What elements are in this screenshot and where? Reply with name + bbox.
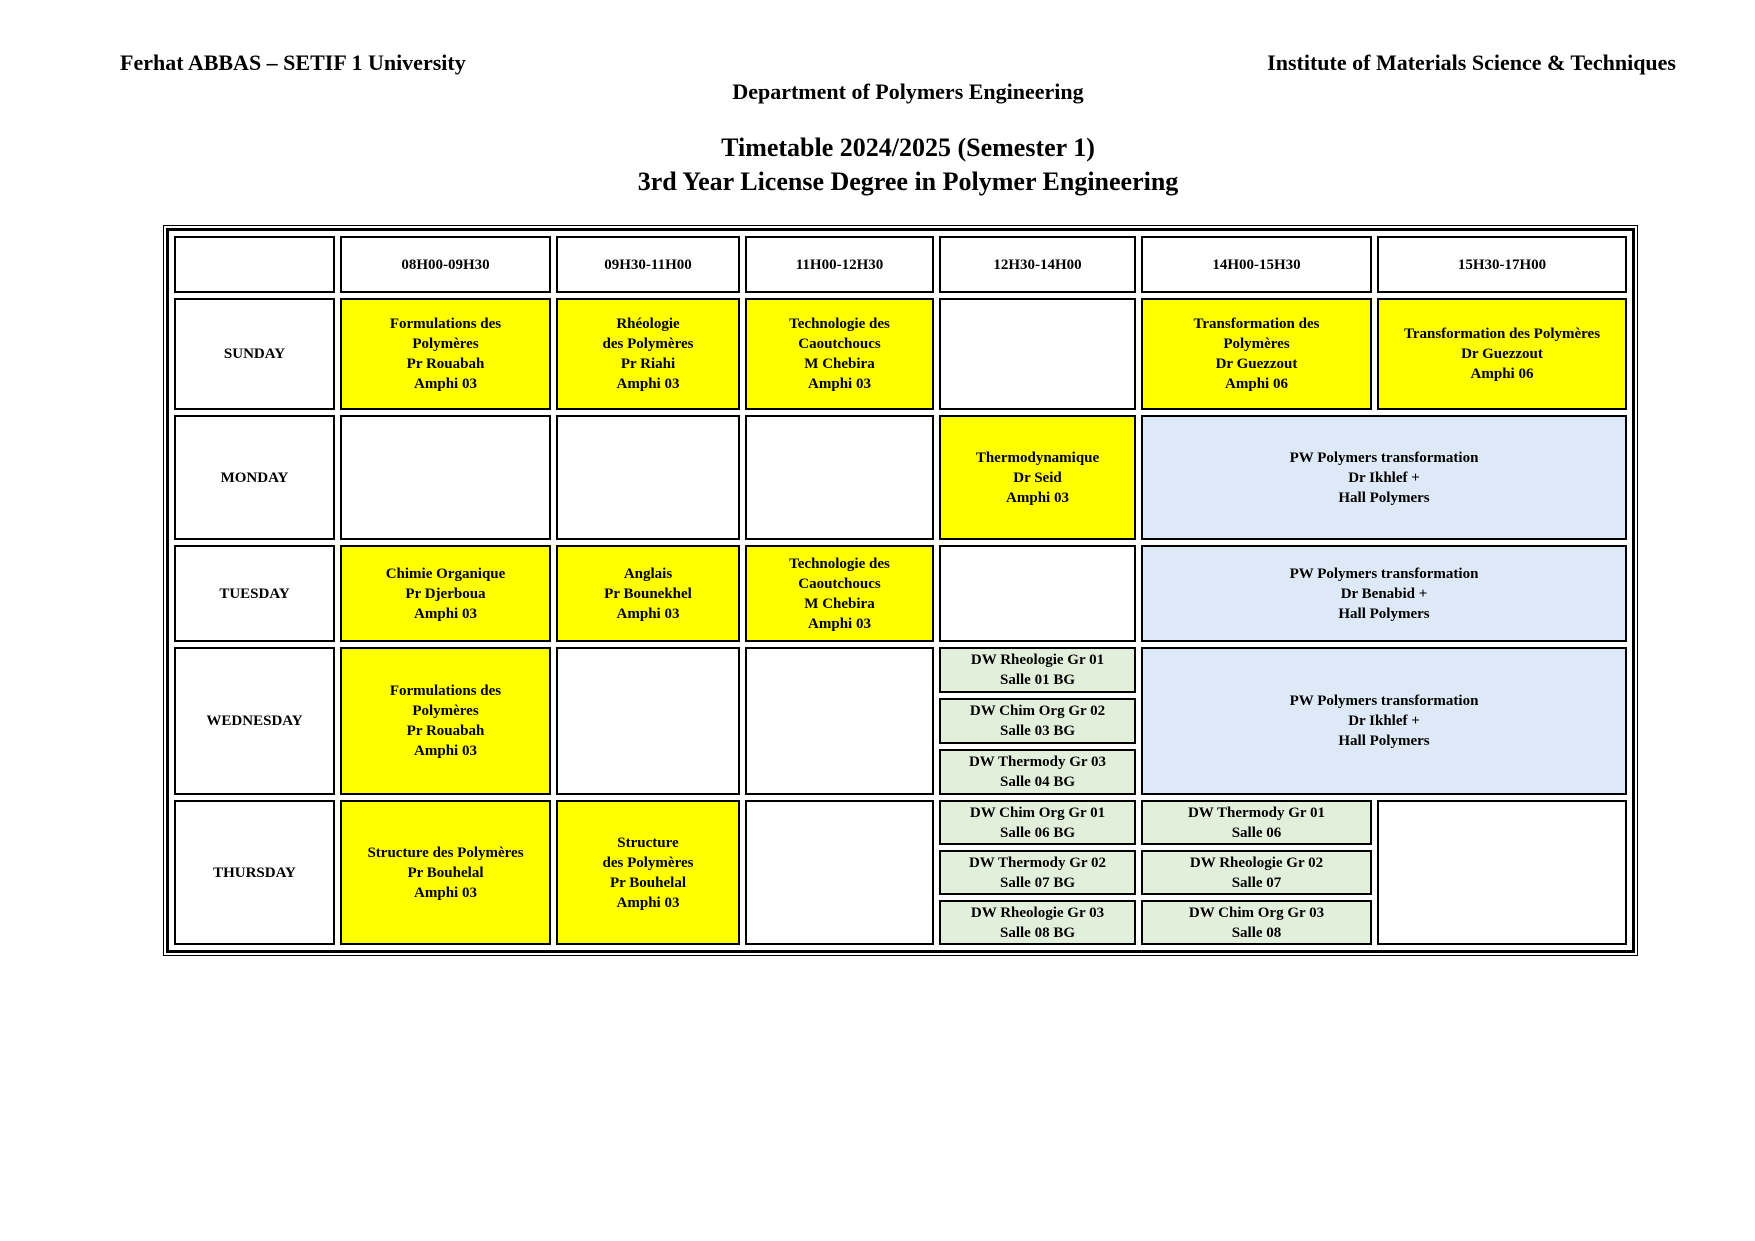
- directed-work-cell: [1141, 850, 1372, 895]
- session-line: Hall Polymers: [1338, 489, 1430, 506]
- slot-header-5: 14H00-15H30: [1141, 236, 1372, 293]
- session-line: Amphi 03: [414, 884, 477, 901]
- session-line: Dr Ikhlef +: [1348, 713, 1420, 729]
- session-line: Salle 07 BG: [999, 874, 1075, 891]
- session-line: DW Rheologie Gr 02: [1189, 854, 1324, 871]
- slot-header-6: 15H30-17H00: [1377, 236, 1627, 293]
- empty-cell: [556, 415, 740, 540]
- session-cell: [340, 298, 551, 410]
- session-line: Amphi 03: [616, 376, 680, 392]
- session-line: Pr Rouabah: [406, 356, 485, 372]
- session-line: Chimie Organique: [385, 565, 506, 582]
- session-cell: [556, 800, 740, 945]
- day-monday: MONDAY: [174, 415, 335, 540]
- session-line: DW Thermody Gr 01: [1187, 804, 1326, 821]
- session-line: Amphi 03: [414, 605, 477, 622]
- row-wednesday: [174, 647, 1627, 693]
- session-cell: [1141, 298, 1372, 410]
- session-line: Salle 06: [1231, 824, 1282, 841]
- directed-work-cell: [1141, 800, 1372, 845]
- empty-cell: [745, 647, 934, 795]
- slot-header-4: 12H30-14H00: [939, 236, 1136, 293]
- practical-session-cell: [1141, 545, 1627, 642]
- session-line: Caoutchoucs: [798, 336, 881, 352]
- session-line: Formulations des: [389, 683, 502, 699]
- directed-work-cell: [939, 749, 1136, 795]
- empty-cell: [1377, 800, 1627, 945]
- row-monday: [174, 415, 1627, 540]
- day-wednesday: WEDNESDAY: [174, 647, 335, 795]
- slot-header-1: 08H00-09H30: [340, 236, 551, 293]
- institute-name: Institute of Materials Science & Techniques: [1267, 50, 1676, 75]
- session-line: Amphi 03: [808, 376, 871, 392]
- session-line: PW Polymers transformation: [1289, 565, 1479, 582]
- directed-work-cell: [1141, 900, 1372, 945]
- session-line: Formulations des: [389, 316, 502, 332]
- session-line: Dr Seid: [1013, 469, 1062, 486]
- session-line: Structure: [617, 834, 679, 851]
- session-line: Amphi 03: [616, 894, 680, 911]
- session-line: Pr Bounekhel: [604, 585, 692, 602]
- empty-cell: [939, 545, 1136, 642]
- session-line: Pr Bouhelal: [610, 874, 686, 891]
- row-sunday: [174, 298, 1627, 410]
- session-line: DW Rheologie Gr 01: [970, 652, 1105, 668]
- session-line: Pr Rouabah: [406, 723, 485, 739]
- session-line: Thermodynamique: [975, 449, 1100, 466]
- directed-work-cell: [939, 698, 1136, 744]
- session-line: M Chebira: [804, 595, 875, 612]
- empty-cell: [556, 647, 740, 795]
- session-cell: [340, 545, 551, 642]
- session-line: DW Thermody Gr 03: [968, 754, 1107, 770]
- session-line: des Polymères: [602, 336, 694, 352]
- session-cell: [340, 800, 551, 945]
- session-line: PW Polymers transformation: [1289, 449, 1479, 466]
- session-line: Polymères: [1223, 336, 1290, 352]
- directed-work-cell: [939, 647, 1136, 693]
- session-line: Amphi 06: [1470, 366, 1534, 382]
- slot-header-3: 11H00-12H30: [745, 236, 934, 293]
- session-line: Dr Guezzout: [1461, 346, 1543, 362]
- session-line: Hall Polymers: [1338, 605, 1430, 622]
- directed-work-cell: [939, 900, 1136, 945]
- session-line: Salle 08: [1231, 924, 1282, 941]
- session-line: Amphi 03: [414, 743, 477, 759]
- session-cell: [340, 647, 551, 795]
- empty-cell: [745, 415, 934, 540]
- empty-cell: [340, 415, 551, 540]
- session-cell: [939, 415, 1136, 540]
- empty-cell: [939, 298, 1136, 410]
- department-name: Department of Polymers Engineering: [732, 79, 1084, 104]
- session-cell: [556, 545, 740, 642]
- session-line: Anglais: [623, 565, 673, 582]
- session-cell: [745, 298, 934, 410]
- practical-session-cell: [1141, 647, 1627, 795]
- session-line: Hall Polymers: [1338, 733, 1430, 749]
- session-line: Amphi 03: [808, 615, 871, 632]
- session-line: DW Chim Org Gr 01: [969, 804, 1106, 821]
- day-thursday: THURSDAY: [174, 800, 335, 945]
- session-line: Structure des Polymères: [367, 844, 524, 861]
- session-line: des Polymères: [602, 854, 694, 871]
- header-row: [174, 236, 1627, 293]
- day-tuesday: TUESDAY: [174, 545, 335, 642]
- session-line: Pr Bouhelal: [407, 864, 484, 881]
- session-cell: [556, 298, 740, 410]
- session-line: Dr Benabid +: [1340, 585, 1428, 602]
- timetable-grid: [166, 228, 1635, 953]
- session-line: Salle 01 BG: [999, 672, 1075, 688]
- session-line: PW Polymers transformation: [1289, 693, 1479, 709]
- session-line: DW Chim Org Gr 02: [969, 703, 1106, 719]
- session-line: Rhéologie: [616, 316, 680, 332]
- directed-work-cell: [939, 800, 1136, 845]
- session-line: DW Rheologie Gr 03: [970, 904, 1105, 921]
- session-cell: [745, 545, 934, 642]
- practical-session-cell: [1141, 415, 1627, 540]
- session-line: Salle 03 BG: [999, 723, 1075, 739]
- timetable-title: Timetable 2024/2025 (Semester 1): [721, 133, 1095, 162]
- session-line: Salle 08 BG: [999, 924, 1075, 941]
- row-tuesday: [174, 545, 1627, 642]
- session-line: DW Chim Org Gr 03: [1188, 904, 1325, 921]
- session-line: Polymères: [412, 336, 479, 352]
- session-line: Caoutchoucs: [798, 575, 881, 592]
- empty-cell: [745, 800, 934, 945]
- session-line: Pr Djerboua: [405, 585, 486, 602]
- corner-cell: [174, 236, 335, 293]
- session-line: Amphi 06: [1225, 376, 1288, 392]
- session-cell: [1377, 298, 1627, 410]
- session-line: Amphi 03: [414, 376, 477, 392]
- session-line: Amphi 03: [1006, 489, 1069, 506]
- session-line: Dr Ikhlef +: [1348, 469, 1420, 486]
- session-line: Polymères: [412, 703, 479, 719]
- session-line: Dr Guezzout: [1215, 356, 1298, 372]
- session-line: DW Thermody Gr 02: [968, 854, 1107, 871]
- session-line: Technologie des: [789, 316, 890, 332]
- row-thursday: [174, 800, 1627, 845]
- session-line: Salle 04 BG: [999, 774, 1075, 790]
- university-name: Ferhat ABBAS – SETIF 1 University: [120, 50, 466, 75]
- session-line: Pr Riahi: [620, 356, 676, 372]
- timetable-subtitle: 3rd Year License Degree in Polymer Engineering: [637, 167, 1179, 196]
- day-sunday: SUNDAY: [174, 298, 335, 410]
- session-line: Amphi 03: [616, 605, 680, 622]
- session-line: Transformation des: [1193, 316, 1320, 332]
- slot-header-2: 09H30-11H00: [556, 236, 740, 293]
- session-line: Salle 06 BG: [999, 824, 1075, 841]
- session-line: M Chebira: [804, 356, 875, 372]
- session-line: Technologie des: [789, 555, 890, 572]
- session-line: Salle 07: [1231, 874, 1282, 891]
- directed-work-cell: [939, 850, 1136, 895]
- session-line: Transformation des Polymères: [1403, 326, 1601, 342]
